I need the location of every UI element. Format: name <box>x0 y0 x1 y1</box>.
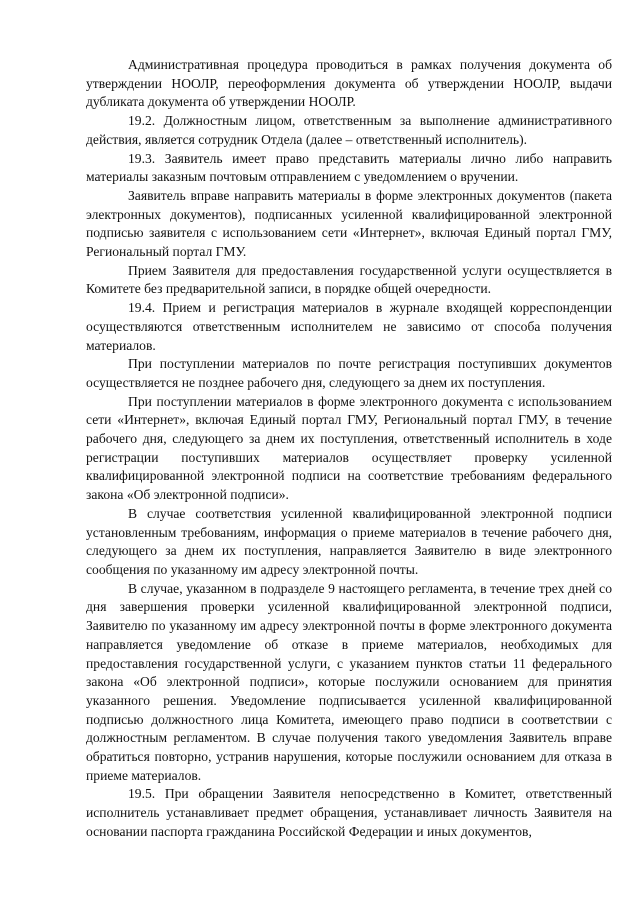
paragraph-19-2: 19.2. Должностным лицом, ответственным за выполнение административного действия, является сотрудник Отдела (далее – ответственный исполнитель). <box>86 113 612 147</box>
paragraph-19-5: 19.5. При обращении Заявителя непосредственно в Комитет, ответственный исполнитель устанавливает предмет обращения, устанавливает личность Заявителя на основании паспорта гражданина Российской Федерации и иных документов, <box>86 786 612 839</box>
paragraph-electronic-registration: При поступлении материалов в форме электронного документа с использованием сети «Интернет», включая Единый портал ГМУ, Региональный портал ГМУ, в течение рабочего дня, следующего за днем их поступления, ответственный исполнитель в ходе регистрации поступивших материалов осуществляет проверку усиленной квалифицированной электронной подписи на соответствие требованиям федерального закона «Об электронной подписи». <box>86 393 612 503</box>
paragraph-signature-valid: В случае соответствия усиленной квалифицированной электронной подписи установленным требованиям, информация о приеме материалов в течение рабочего дня, следующего за днем их поступления, направляется Заявителю в виде электронного сообщения по указанному им адресу электронной почты. <box>86 505 612 577</box>
paragraph-electronic-submission: Заявитель вправе направить материалы в форме электронных документов (пакета электронных документов), подписанных усиленной квалифицированной электронной подписью заявителя с использованием сети «Интернет», включая Единый портал ГМУ, Региональный портал ГМУ. <box>86 187 612 260</box>
paragraph-postal-registration: При поступлении материалов по почте регистрация поступивших документов осуществляется не позднее рабочего дня, следующего за днем их поступления. <box>86 356 612 390</box>
paragraph-19-3: 19.3. Заявитель имеет право представить материалы лично либо направить материалы заказным почтовым отправлением с уведомлением о вручении. <box>86 150 612 185</box>
paragraph-signature-refusal: В случае, указанном в подразделе 9 настоящего регламента, в течение трех дней со дня завершения проверки усиленной квалифицированной электронной подписи, Заявителю по указанному им адресу электронной почты в форме электронного документа направляется уведомление об отказе в приеме материалов, необходимых для предоставления государственной услуги, с указанием пунктов статьи 11 федерального закона «Об электронной подписи», которые послужили основанием для принятия указанного решения. Уведомление подписывается усиленной квалифицированной подписью должностного лица Комитета, имеющего право подписи в соответствии с должностным регламентом. В случае получения такого уведомления Заявитель вправе обратиться повторно, устранив нарушения, которые послужили основанием для отказа в приеме материалов. <box>86 580 612 783</box>
paragraph-procedure-scope: Административная процедура проводиться в рамках получения документа об утверждении НООЛР, переоформления документа об утверждении НООЛР, выдачи дубликата документа об утверждении НООЛР. <box>86 57 612 110</box>
paragraph-19-4: 19.4. Прием и регистрация материалов в журнале входящей корреспонденции осуществляются ответственным исполнителем не зависимо от способа получения материалов. <box>86 300 612 353</box>
paragraph-reception: Прием Заявителя для предоставления государственной услуги осуществляется в Комитете без предварительной записи, в порядке общей очередности. <box>86 262 612 297</box>
document-body <box>86 56 612 842</box>
